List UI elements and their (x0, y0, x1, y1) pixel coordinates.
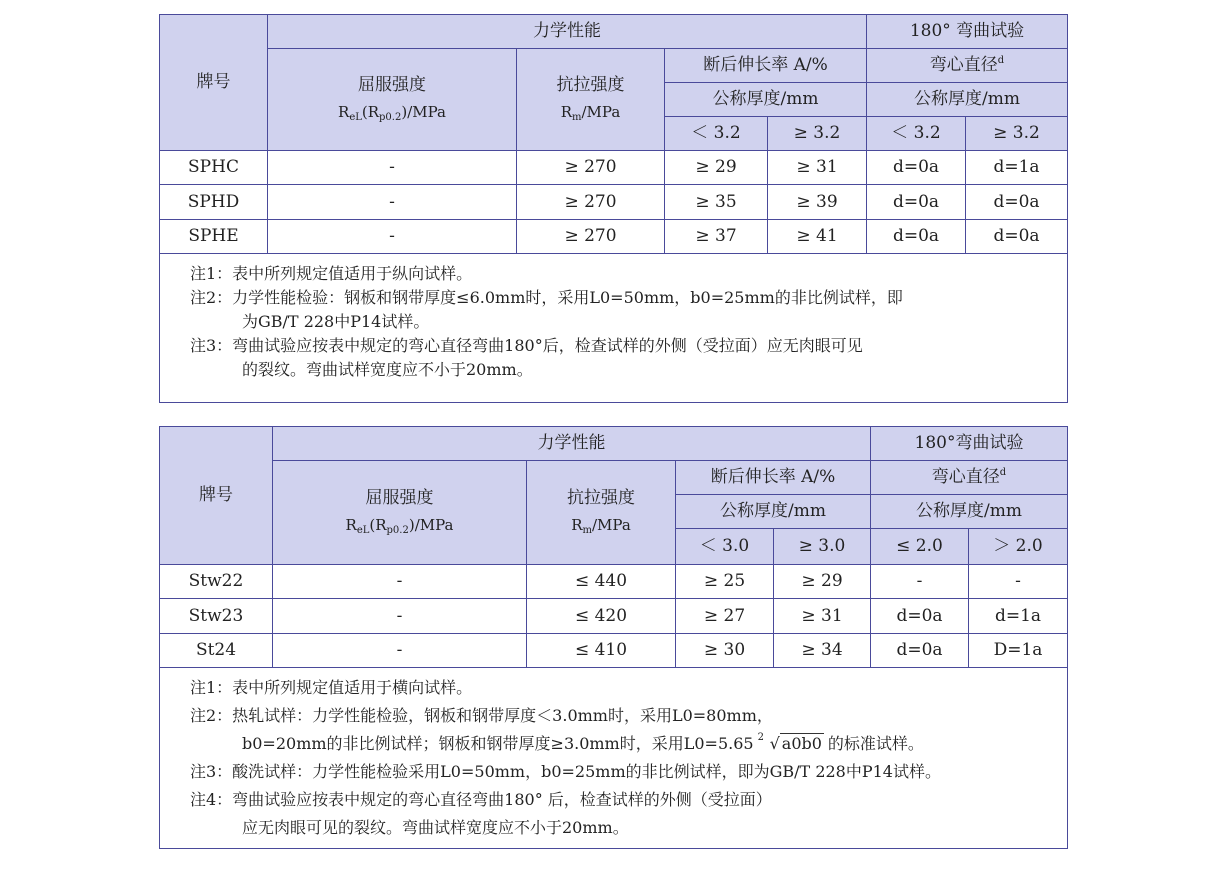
cell-yield: - (268, 151, 517, 185)
table-row (160, 599, 1068, 634)
cell-grade: SPHD (160, 185, 268, 220)
yield-strength-label: 屈服强度 (358, 74, 426, 95)
header-grade: 牌号 (160, 427, 273, 565)
cell-yield: - (268, 220, 517, 254)
header-mechanical-properties: 力学性能 (268, 15, 867, 49)
yield-strength-symbol: $R_{eL}(R_{p0.2})$/MPa (345, 516, 454, 537)
header-elong-thin: ＜ 3.0 (676, 529, 774, 565)
header-bend-thick: ≥ 3.2 (966, 117, 1068, 151)
tensile-strength-label: 抗拉强度 (567, 487, 635, 508)
cell-tensile: ≥ 270 (517, 220, 665, 254)
header-bend-thick: ＞ 2.0 (969, 529, 1068, 565)
note-4-continued: 应无肉眼可见的裂纹。弯曲试样宽度应不小于20mm。 (242, 818, 629, 837)
note-3: 注3：酸洗试样：力学性能检验采用L0=50mm，b0=25mm的非比例试样，即为GB/T 228中P14试样。 (190, 762, 941, 781)
note-3: 注3：弯曲试验应按表中规定的弯心直径弯曲180°后，检查试样的外侧（受拉面）应无肉眼可见 (190, 336, 863, 355)
cell-grade: Stw22 (160, 565, 273, 599)
notes-block (160, 254, 1068, 403)
header-nominal-thickness-bend: 公称厚度/mm (871, 495, 1068, 529)
header-mechanical-properties: 力学性能 (273, 427, 871, 461)
cell-bend-thick: d=1a (969, 599, 1068, 634)
tensile-strength-symbol: $R_m$/MPa (571, 516, 631, 537)
note-2-continued: b0=20mm的非比例试样；钢板和钢带厚度≥3.0mm时，采用L0=5.65 2 √ a0b0 的标准试样。 (190, 730, 1067, 758)
header-bend-test: 180°弯曲试验 (871, 427, 1068, 461)
cell-bend-thin: d=0a (871, 599, 969, 634)
table-row (160, 220, 1068, 254)
properties-table-2 (159, 426, 1068, 849)
header-mandrel-diameter: 弯心直径$^d$ (867, 49, 1068, 83)
cell-bend-thick: d=1a (966, 151, 1068, 185)
cell-grade: St24 (160, 634, 273, 668)
header-bend-test: 180° 弯曲试验 (867, 15, 1068, 49)
table-row (160, 151, 1068, 185)
notes-block (160, 668, 1068, 849)
yield-strength-label: 屈服强度 (365, 487, 434, 508)
cell-elong-thin: ≥ 27 (676, 599, 774, 634)
table-row (160, 634, 1068, 668)
cell-elong-thick: ≥ 39 (768, 185, 867, 220)
cell-bend-thick: D=1a (969, 634, 1068, 668)
cell-elong-thick: ≥ 31 (768, 151, 867, 185)
header-elong-thick: ≥ 3.2 (768, 117, 867, 151)
header-nominal-thickness-bend: 公称厚度/mm (867, 83, 1068, 117)
cell-grade: SPHE (160, 220, 268, 254)
table-row (160, 565, 1068, 599)
cell-elong-thin: ≥ 30 (676, 634, 774, 668)
cell-bend-thin: d=0a (867, 151, 966, 185)
header-tensile-strength (517, 49, 665, 151)
cell-elong-thin: ≥ 37 (665, 220, 768, 254)
cell-elong-thick: ≥ 41 (768, 220, 867, 254)
cell-yield: - (273, 634, 527, 668)
cell-tensile: ≤ 410 (527, 634, 676, 668)
yield-strength-symbol: $R_{eL}(R_{p0.2})$/MPa (338, 103, 446, 124)
square-root-expression: 2 √ a0b0 (757, 732, 822, 753)
cell-elong-thin: ≥ 29 (665, 151, 768, 185)
tensile-strength-symbol: $R_m$/MPa (560, 103, 621, 124)
cell-yield: - (273, 599, 527, 634)
cell-elong-thin: ≥ 35 (665, 185, 768, 220)
header-elong-thin: ＜ 3.2 (665, 117, 768, 151)
cell-grade: SPHC (160, 151, 268, 185)
cell-bend-thick: d=0a (966, 185, 1068, 220)
header-yield-strength (268, 49, 517, 151)
cell-elong-thick: ≥ 29 (774, 565, 871, 599)
header-grade: 牌号 (160, 15, 268, 151)
properties-table-1 (159, 14, 1068, 403)
cell-bend-thick: - (969, 565, 1068, 599)
note-4: 注4：弯曲试验应按表中规定的弯心直径弯曲180° 后，检查试样的外侧（受拉面） (190, 790, 772, 809)
header-elongation: 断后伸长率 A/% (676, 461, 871, 495)
cell-elong-thin: ≥ 25 (676, 565, 774, 599)
cell-tensile: ≤ 420 (527, 599, 676, 634)
header-nominal-thickness-elong: 公称厚度/mm (665, 83, 867, 117)
note-1: 注1：表中所列规定值适用于横向试样。 (190, 678, 473, 697)
header-bend-thin: ≤ 2.0 (871, 529, 969, 565)
header-elong-thick: ≥ 3.0 (774, 529, 871, 565)
note-2-continued: 为GB/T 228中P14试样。 (242, 312, 430, 331)
cell-tensile: ≥ 270 (517, 151, 665, 185)
cell-bend-thick: d=0a (966, 220, 1068, 254)
table-row (160, 185, 1068, 220)
cell-bend-thin: d=0a (867, 220, 966, 254)
header-nominal-thickness-elong: 公称厚度/mm (676, 495, 871, 529)
header-bend-thin: ＜ 3.2 (867, 117, 966, 151)
note-2: 注2：力学性能检验：钢板和钢带厚度≤6.0mm时，采用L0=50mm，b0=25mm的非比例试样，即 (190, 288, 903, 307)
note-1: 注1：表中所列规定值适用于纵向试样。 (190, 264, 473, 283)
cell-yield: - (268, 185, 517, 220)
cell-bend-thin: - (871, 565, 969, 599)
note-3-continued: 的裂纹。弯曲试样宽度应不小于20mm。 (242, 360, 533, 379)
cell-bend-thin: d=0a (867, 185, 966, 220)
cell-tensile: ≥ 270 (517, 185, 665, 220)
cell-elong-thick: ≥ 31 (774, 599, 871, 634)
cell-yield: - (273, 565, 527, 599)
header-tensile-strength (527, 461, 676, 565)
header-mandrel-diameter: 弯心直径$^d$ (871, 461, 1068, 495)
cell-elong-thick: ≥ 34 (774, 634, 871, 668)
cell-grade: Stw23 (160, 599, 273, 634)
header-yield-strength (273, 461, 527, 565)
header-elongation: 断后伸长率 A/% (665, 49, 867, 83)
tensile-strength-label: 抗拉强度 (556, 74, 625, 95)
cell-bend-thin: d=0a (871, 634, 969, 668)
note-2: 注2：热轧试样：力学性能检验，钢板和钢带厚度＜3.0mm时，采用L0=80mm， (190, 706, 773, 725)
cell-tensile: ≤ 440 (527, 565, 676, 599)
